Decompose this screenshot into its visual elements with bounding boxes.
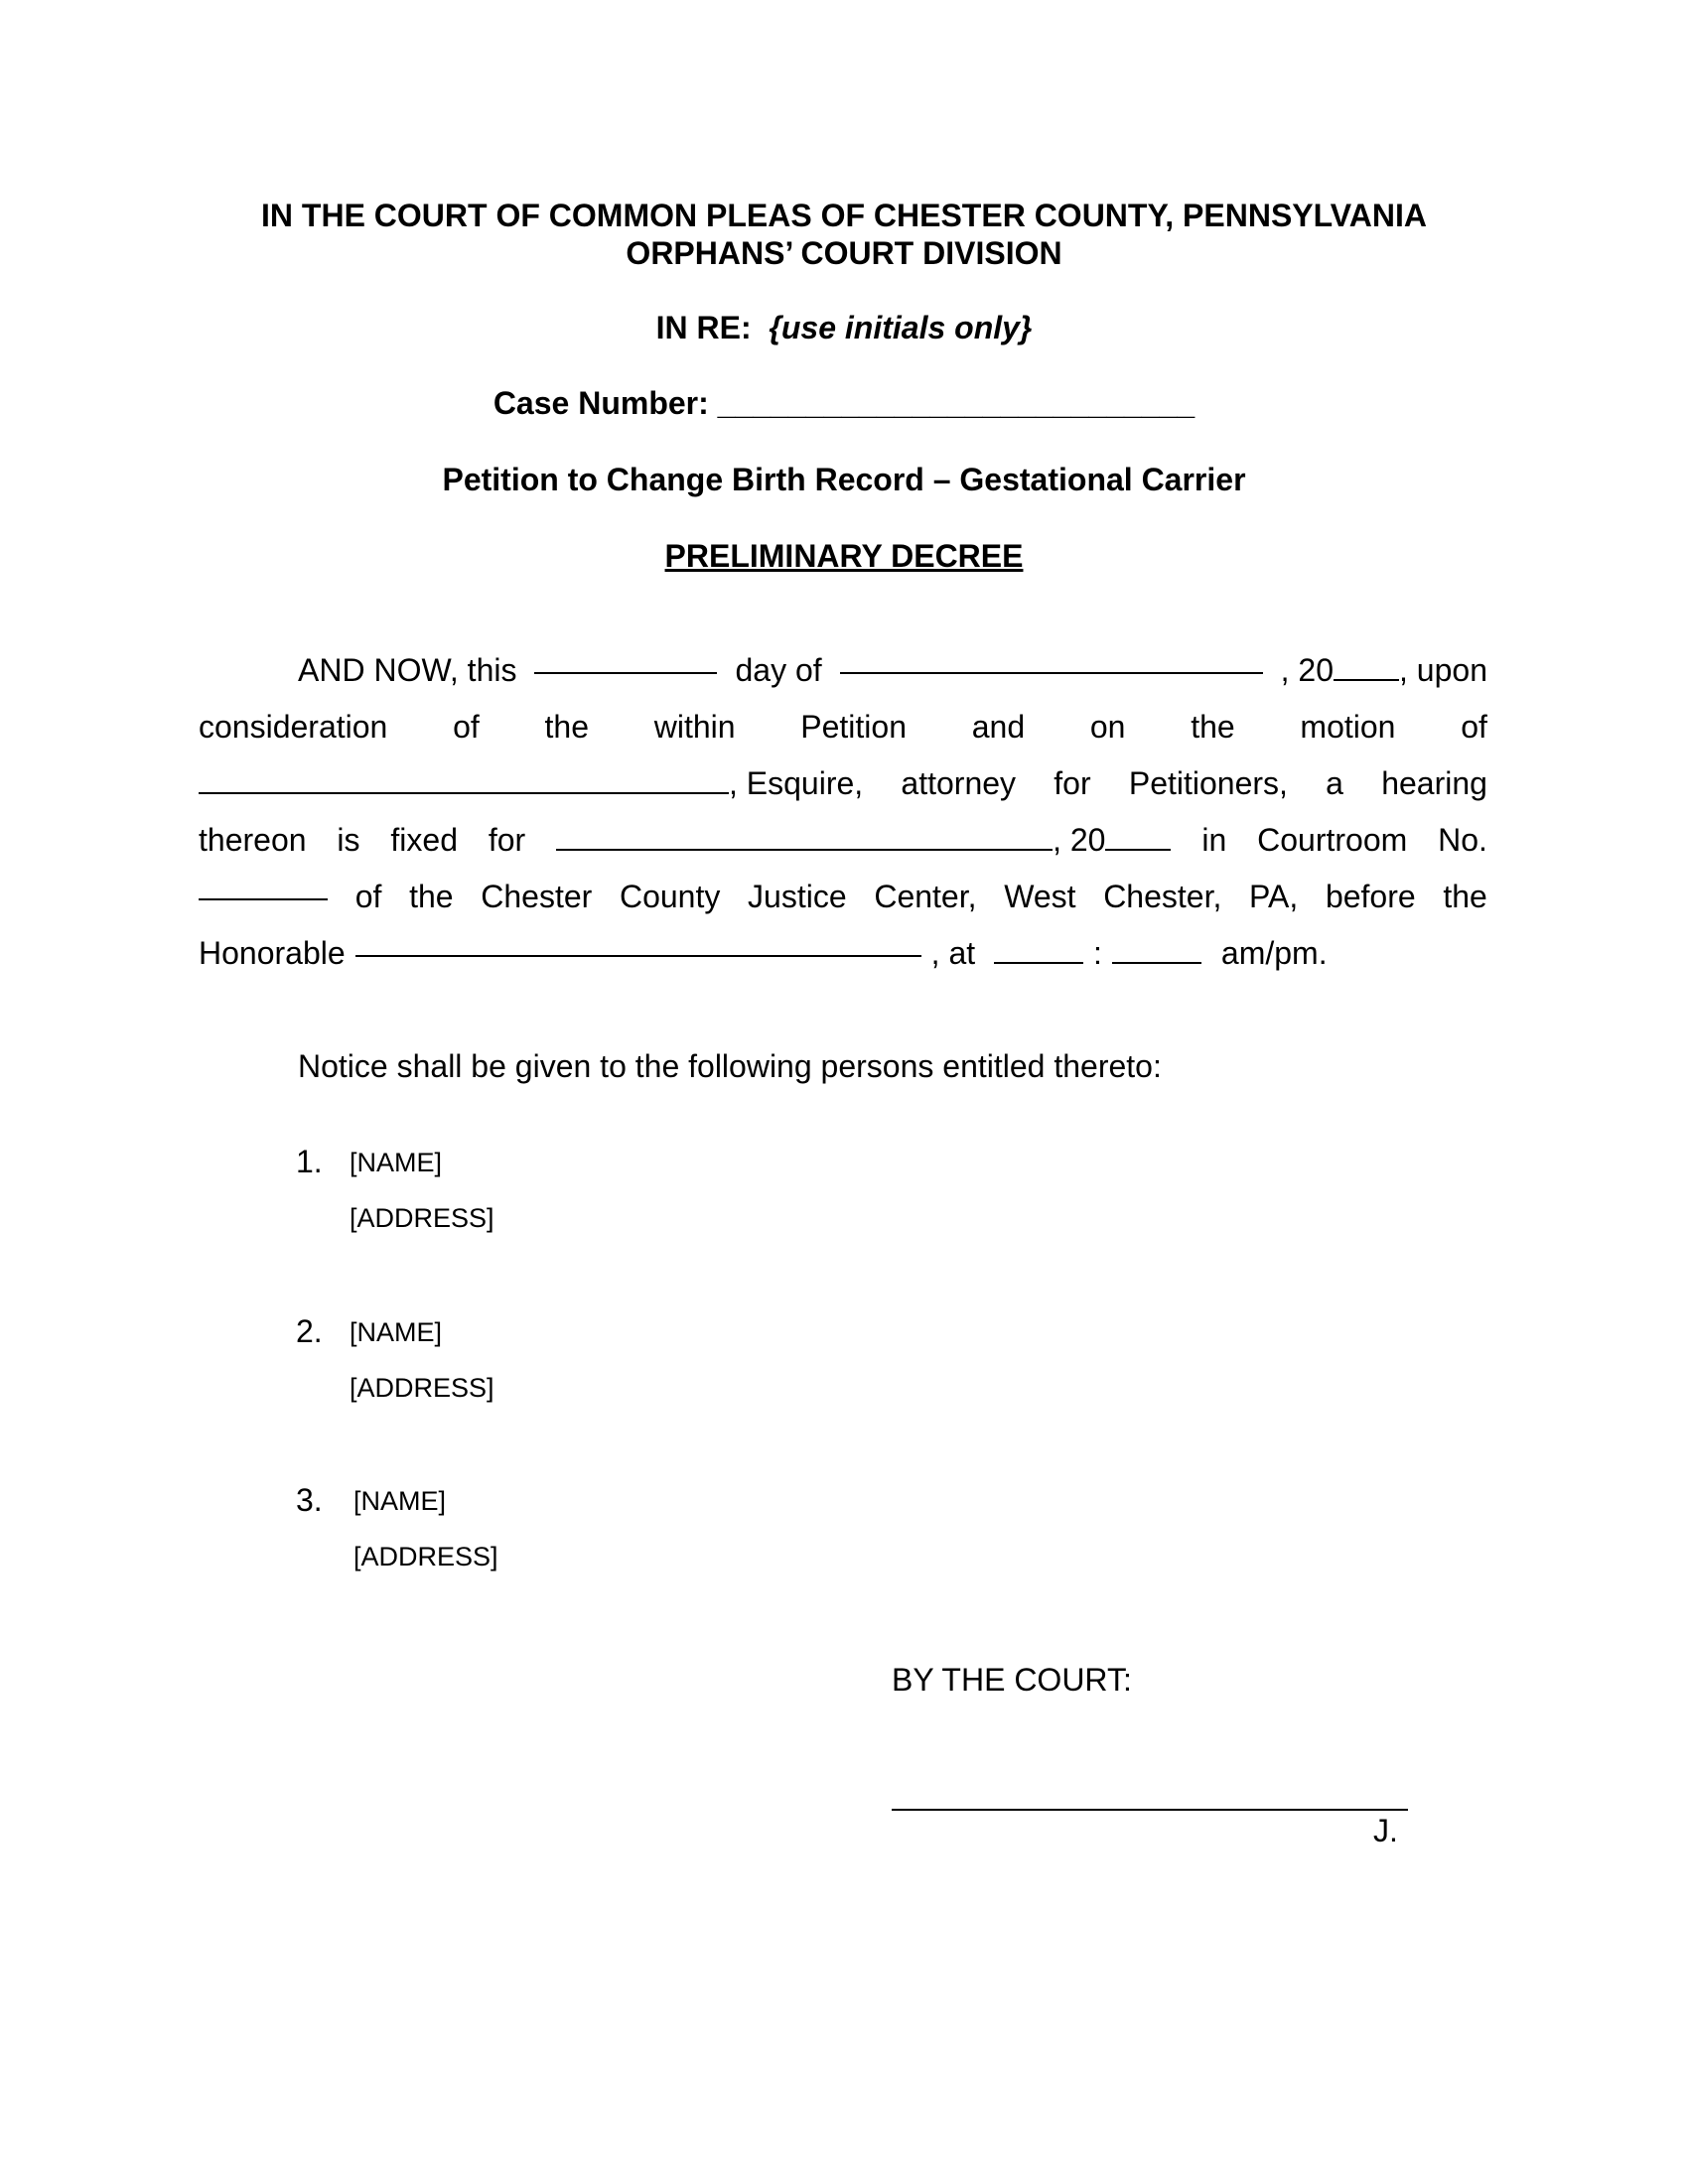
decree-paragraph [199,642,1487,982]
paragraph-word: Petition [800,709,907,745]
paragraph-word: is [337,822,360,858]
person-address: [ADDRESS] [353,1542,498,1571]
case-number: Case Number: ___________________________ [492,385,1196,421]
paragraph-word: thereon [199,822,307,858]
court-name: IN THE COURT OF COMMON PLEAS OF CHESTER COUNTY, PENNSYLVANIA [261,198,1427,233]
minute-blank [1112,932,1201,964]
paragraph-word: attorney [901,765,1017,801]
paragraph-word: , at [930,935,976,971]
signature-line [892,1809,1408,1811]
attorney-blank [199,762,729,794]
paragraph-word: and [971,709,1026,745]
paragraph-word: Center, [874,879,977,914]
paragraph-word: motion [1300,709,1396,745]
court-heading [0,197,1688,272]
day-blank [534,642,717,674]
by-the-court: BY THE COURT: [892,1662,1132,1698]
paragraph-word: on [1089,709,1126,745]
paragraph-word: hearing [1381,765,1487,801]
paragraph-word: , 20 [1053,822,1106,858]
person-address: [ADDRESS] [350,1373,494,1403]
paragraph-word: before [1325,879,1416,914]
paragraph-line-5 [199,869,1487,925]
in-re-line [0,310,1688,346]
paragraph-word: day of [735,652,822,688]
petition-title: Petition to Change Birth Record – Gestational Carrier [442,462,1246,497]
year-blank [1334,649,1399,681]
paragraph-word: County [619,879,721,914]
paragraph-word: : [1093,935,1102,971]
paragraph-word: fixed [390,822,458,858]
paragraph-word: 2. [296,1313,323,1349]
paragraph-word: West [1004,879,1076,914]
paragraph-word: 1. [296,1144,323,1179]
paragraph-line-1 [199,642,1487,699]
in-re-label: IN RE: [655,310,752,345]
paragraph-word: of [354,879,382,914]
paragraph-word: Courtroom [1257,822,1408,858]
hour-blank [994,932,1083,964]
paragraph-word: within [653,709,736,745]
paragraph-word: the [1443,879,1487,914]
paragraph-word: of [453,709,480,745]
paragraph-word: in [1201,822,1227,858]
paragraph-word: am/pm. [1220,935,1328,971]
paragraph-word: a [1326,765,1343,801]
paragraph-word: Chester [481,879,593,914]
paragraph-word: for [488,822,526,858]
decree-title: PRELIMINARY DECREE [664,538,1024,574]
person-name: [NAME] [353,1486,447,1516]
paragraph-line-4 [199,812,1487,869]
court-division: ORPHANS’ COURT DIVISION [626,235,1062,271]
paragraph-word: of [1461,709,1487,745]
month-blank [840,642,1263,674]
hearing-date-blank [556,819,1053,851]
paragraph-word: Justice [748,879,847,914]
judge-blank [355,925,921,957]
paragraph-word: , 20 [1280,652,1335,688]
paragraph-word: AND NOW, this [298,652,517,688]
hearing-year-blank [1105,819,1171,851]
paragraph-word: the [1191,709,1235,745]
paragraph-word: Petitioners, [1128,765,1288,801]
courtroom-blank [199,869,328,900]
paragraph-word: the [544,709,589,745]
person-name: [NAME] [350,1317,443,1347]
person-name: [NAME] [350,1148,443,1177]
paragraph-word: Honorable [199,935,346,971]
paragraph-word: the [409,879,454,914]
paragraph-line-6 [199,925,1487,982]
paragraph-word: for [1054,765,1091,801]
paragraph-word: , Esquire, [729,765,864,801]
paragraph-word: , upon [1399,652,1487,688]
judge-suffix: J. [1373,1813,1398,1848]
person-address: [ADDRESS] [350,1203,494,1233]
paragraph-word: No. [1438,822,1487,858]
notice-text: Notice shall be given to the following persons entitled thereto: [298,1048,1162,1084]
paragraph-line-2 [199,699,1487,755]
in-re-value: {use initials only} [769,310,1033,345]
paragraph-word: consideration [199,709,388,745]
paragraph-word: PA, [1249,879,1299,914]
paragraph-line-3 [199,755,1487,812]
paragraph-word: Chester, [1103,879,1222,914]
paragraph-word: 3. [296,1482,323,1518]
